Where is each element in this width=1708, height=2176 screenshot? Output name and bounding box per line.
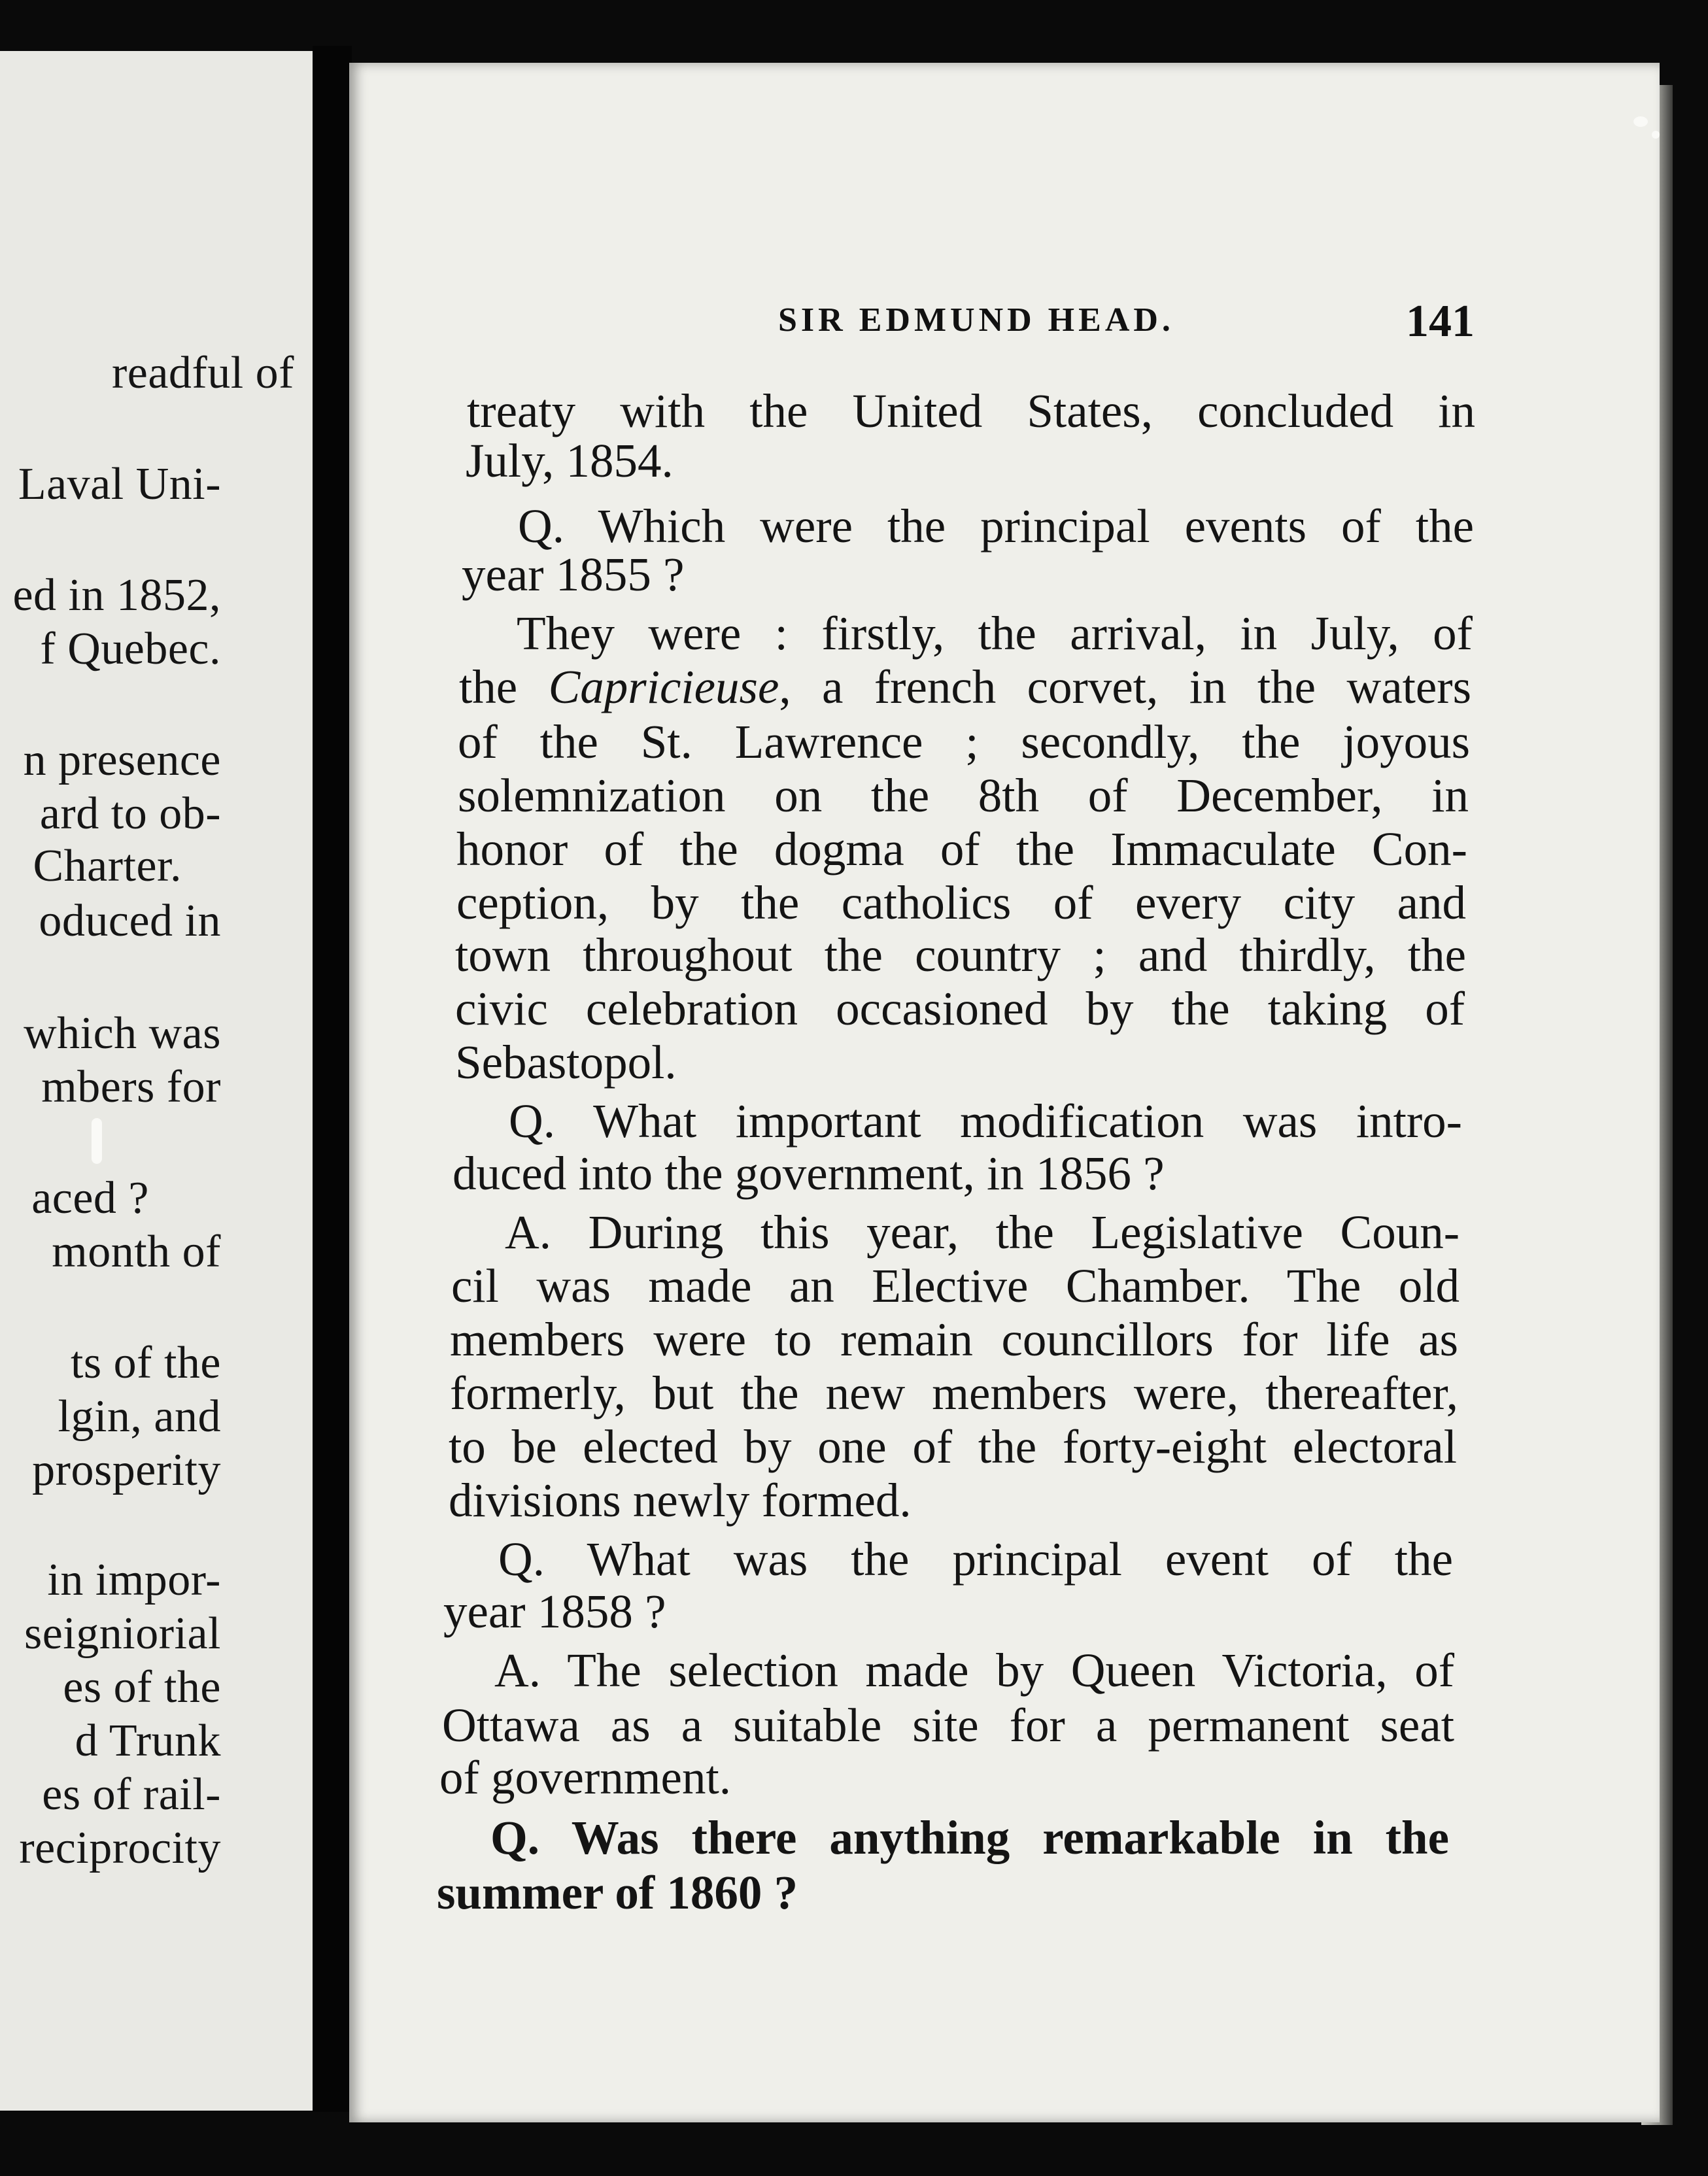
body-line: formerly, but the new members were, thereafter, xyxy=(450,1367,1458,1420)
book-gutter xyxy=(313,46,352,2112)
left-page-line: ed in 1852, xyxy=(12,570,221,620)
body-line: A. During this year, the Legislative Coun- xyxy=(505,1206,1460,1259)
left-page-line: month of xyxy=(52,1227,221,1277)
left-page-line: n presence xyxy=(23,735,221,785)
body-line: of the St. Lawrence ; secondly, the joyous xyxy=(458,715,1470,768)
body-line: A. The selection made by Queen Victoria, of xyxy=(494,1644,1454,1697)
left-page-line: ts of the xyxy=(70,1338,221,1388)
body-line: Q. What was the principal event of the xyxy=(498,1533,1453,1586)
body-line: town throughout the country ; and thirdly, the xyxy=(455,928,1466,981)
left-page-line: reciprocity xyxy=(19,1823,221,1873)
body-line: Q. Which were the principal events of the xyxy=(518,500,1474,552)
body-line: cil was made an Elective Chamber. The old xyxy=(451,1259,1460,1312)
body-line: year 1855 ? xyxy=(462,548,685,601)
running-head: SIR EDMUND HEAD. xyxy=(778,301,1174,339)
body-line: Q. Was there anything remarkable in the xyxy=(490,1811,1449,1864)
body-line: solemnization on the 8th of December, in xyxy=(458,769,1469,822)
page-number: 141 xyxy=(1406,296,1475,347)
left-page-line: es of the xyxy=(63,1662,221,1712)
paper-speck xyxy=(92,1118,102,1164)
left-page-line: seigniorial xyxy=(24,1608,221,1659)
body-line: of government. xyxy=(439,1751,731,1804)
left-page-line: Charter. xyxy=(33,841,182,891)
body-line: They were : firstly, the arrival, in July, of xyxy=(517,607,1473,660)
paper-speck xyxy=(1633,116,1648,127)
left-page-line: readful of xyxy=(111,348,294,398)
left-page-line: in impor- xyxy=(47,1555,221,1605)
body-line: civic celebration occasioned by the taking of xyxy=(455,982,1465,1035)
paper-speck xyxy=(1652,131,1660,139)
facing-page-left xyxy=(0,51,313,2111)
left-page-line: ard to ob- xyxy=(39,789,221,839)
body-line: ception, by the catholics of every city and xyxy=(456,876,1466,929)
body-line: divisions newly formed. xyxy=(449,1474,912,1527)
left-page-line: which was xyxy=(24,1008,221,1059)
body-line: Ottawa as a suitable site for a permanent seat xyxy=(442,1699,1454,1752)
left-page-line: aced ? xyxy=(31,1173,149,1223)
ship-name: Capricieuse xyxy=(548,660,779,713)
body-line: members were to remain councillors for life as xyxy=(450,1313,1458,1366)
body-line: July, 1854. xyxy=(466,434,674,487)
left-page-line: d Trunk xyxy=(75,1716,221,1766)
left-page-line: Laval Uni- xyxy=(18,459,221,509)
left-page-line: oduced in xyxy=(39,896,221,946)
body-line: treaty with the United States, concluded in xyxy=(467,384,1475,437)
body-line: to be elected by one of the forty-eight electoral xyxy=(449,1420,1457,1473)
body-line: Q. What important modification was intro- xyxy=(509,1095,1462,1148)
body-line: Sebastopol. xyxy=(455,1036,677,1089)
body-line: the Capricieuse, a french corvet, in the waters xyxy=(459,660,1471,713)
left-page-line: f Quebec. xyxy=(40,624,221,674)
body-line: summer of 1860 ? xyxy=(437,1866,798,1919)
left-page-line: prosperity xyxy=(32,1445,221,1495)
body-line: year 1858 ? xyxy=(443,1585,666,1638)
left-page-line: mbers for xyxy=(41,1062,221,1112)
left-page-line: es of rail- xyxy=(42,1769,221,1820)
left-page-line: lgin, and xyxy=(58,1391,221,1442)
body-line: duced into the government, in 1856 ? xyxy=(453,1147,1165,1200)
body-line: honor of the dogma of the Immaculate Con- xyxy=(456,823,1467,876)
